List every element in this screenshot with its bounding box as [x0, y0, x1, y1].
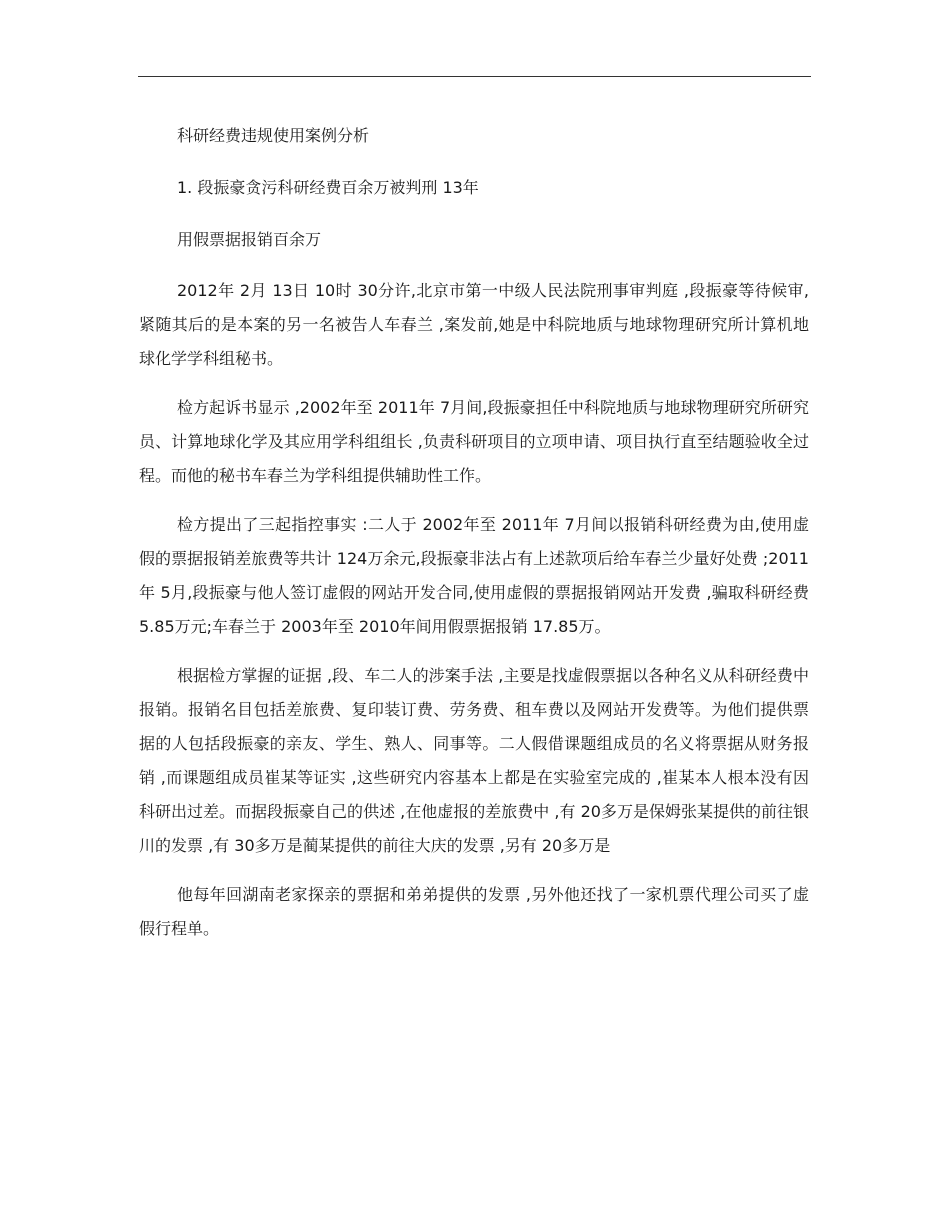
- paragraph: 检方起诉书显示 ,2002年至 2011年 7月间,段振豪担任中科院地质与地球物理研究所研究员、计算地球化学及其应用学科组组长 ,负责科研项目的立项申请、项目执行直至结题验收全过程。而他的秘书车春兰为学科组提供辅助性工作。: [139, 398, 809, 485]
- document-body: [139, 118, 809, 961]
- paragraph: 他每年回湖南老家探亲的票据和弟弟提供的发票 ,另外他还找了一家机票代理公司买了虚假行程单。: [139, 885, 809, 938]
- header-rule: [138, 76, 811, 77]
- document-title: 科研经费违规使用案例分析: [177, 126, 370, 145]
- section-heading: 1. 段振豪贪污科研经费百余万被判刑 13年: [177, 178, 479, 197]
- paragraph: 2012年 2月 13日 10时 30分许,北京市第一中级人民法院刑事审判庭 ,段振豪等待候审,紧随其后的是本案的另一名被告人车春兰 ,案发前,她是中科院地质与地球物理研究所计算机地球化学学科组秘书。: [139, 281, 809, 368]
- paragraph: 根据检方掌握的证据 ,段、车二人的涉案手法 ,主要是找虚假票据以各种名义从科研经费中报销。报销名目包括差旅费、复印装订费、劳务费、租车费以及网站开发费等。为他们提供票据的人包括段振豪的亲友、学生、熟人、同事等。二人假借课题组成员的名义将票据从财务报销 ,而课题组成员崔某等证实 ,这些研究内容基本上都是在实验室完成的 ,崔某本人根本没有因科研出过差。而据段振豪自己的供述 ,在他虚报的差旅费中 ,有 20多万是保姆张某提供的前往银川的发票 ,有 30多万是蔺某提供的前往大庆的发票 ,另有 20多万是: [139, 666, 809, 855]
- subheading: 用假票据报销百余万: [177, 230, 322, 249]
- paragraph: 检方提出了三起指控事实 :二人于 2002年至 2011年 7月间以报销科研经费为由,使用虚假的票据报销差旅费等共计 124万余元,段振豪非法占有上述款项后给车春兰少量好处费 ;2011年 5月,段振豪与他人签订虚假的网站开发合同,使用虚假的票据报销网站开发费 ,骗取科研经费 5.85万元;车春兰于 2003年至 2010年间用假票据报销 17.85万。: [139, 515, 809, 636]
